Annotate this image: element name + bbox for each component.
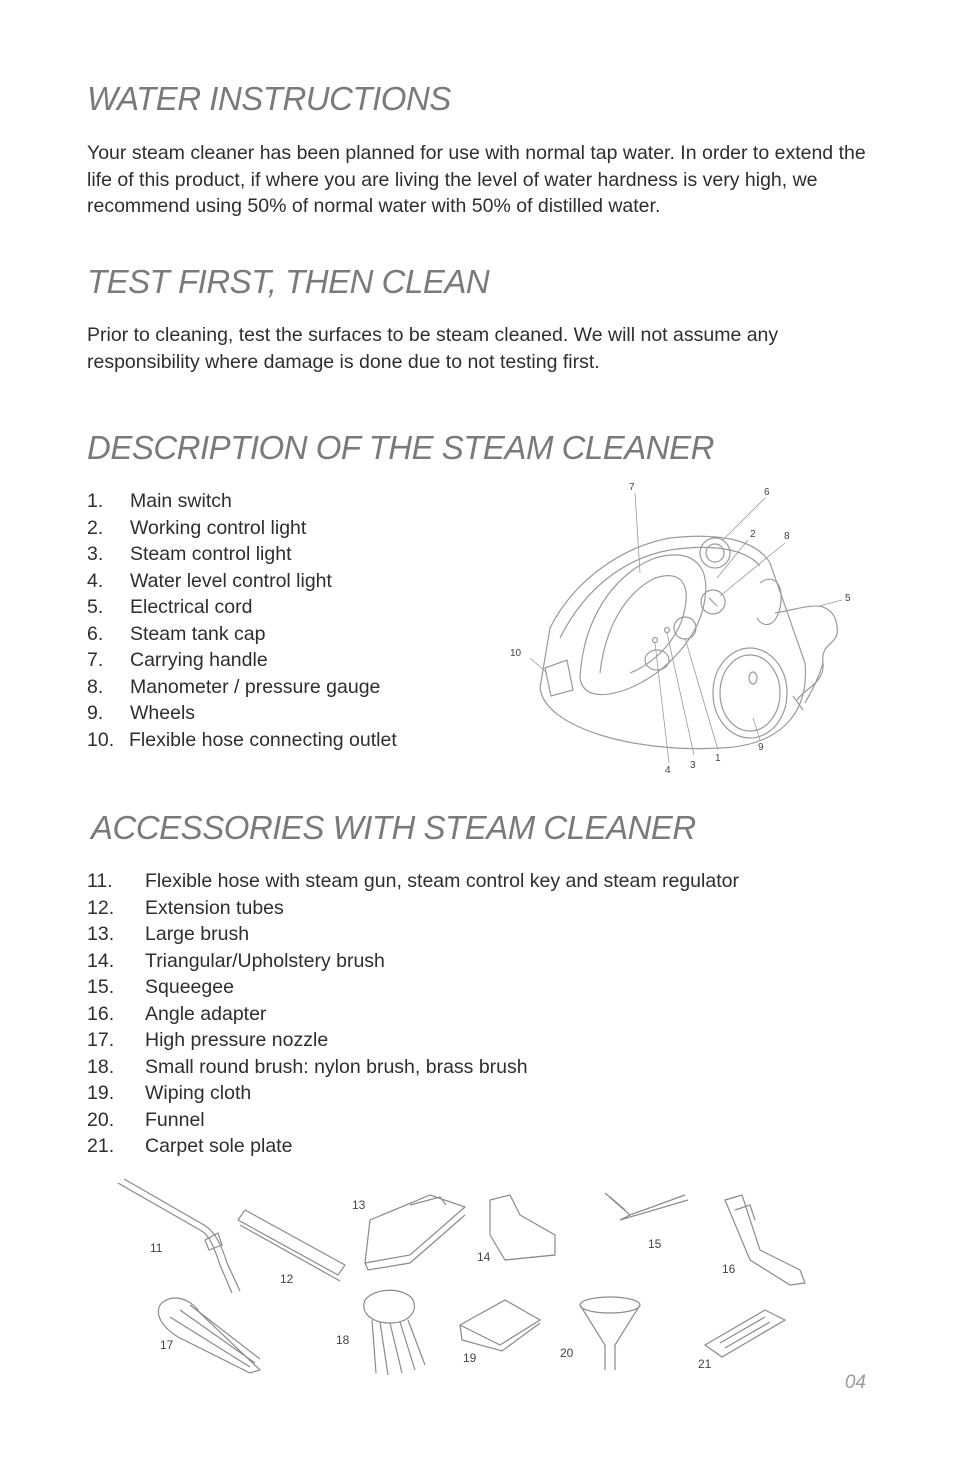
list-item: 21. Carpet sole plate [87, 1135, 293, 1157]
list-item: 14. Triangular/Upholstery brush [87, 949, 385, 972]
diagram-label: 4 [665, 765, 671, 776]
list-item: 4. Water level control light [87, 569, 332, 592]
wheel [713, 648, 787, 738]
wiping-cloth-icon [460, 1300, 540, 1345]
diagram-label: 3 [690, 760, 696, 771]
figure-label: 17 [160, 1338, 174, 1352]
figure-label: 19 [463, 1351, 477, 1365]
list-item: 9. Wheels [87, 702, 196, 724]
list-item: 12. Extension tubes [87, 896, 284, 919]
list-item: 16. Angle adapter [87, 1002, 267, 1025]
accessories-heading: ACCESSORIES WITH STEAM CLEANER [91, 809, 696, 846]
extension-tube-icon [238, 1210, 345, 1275]
list-item: 11. Flexible hose with steam gun, steam control key and steam regulator [87, 870, 739, 892]
list-item: 7. Carrying handle [87, 649, 268, 671]
list-item: 13. Large brush [87, 923, 250, 945]
squeegee-icon [605, 1193, 688, 1220]
list-item: 18. Small round brush: nylon brush, brass brush [87, 1055, 528, 1078]
diagram-label: 9 [758, 742, 764, 753]
list-item: 8. Manometer / pressure gauge [87, 675, 381, 698]
list-item: 6. Steam tank cap [87, 622, 266, 645]
figure-label: 21 [698, 1357, 712, 1371]
diagram-label: 7 [629, 482, 635, 493]
water-instructions-text: Your steam cleaner has been planned for use with normal tap water. In order to extend the life of this product, if where you are living the level of water hardness is very high, we recommend using 50% of normal water with 50% of distilled water. [87, 142, 866, 217]
figure-label: 18 [336, 1333, 350, 1347]
figure-label: 13 [352, 1198, 366, 1212]
list-item: 1. Main switch [87, 490, 232, 512]
list-item: 20. Funnel [87, 1108, 205, 1131]
upholstery-brush-icon [490, 1195, 555, 1260]
figure-label: 16 [722, 1262, 736, 1276]
diagram-label: 2 [750, 529, 756, 540]
diagram-label: 10 [510, 648, 522, 659]
angle-adapter-icon [725, 1195, 805, 1285]
list-item: 3. Steam control light [87, 543, 292, 565]
carrying-handle [580, 555, 706, 695]
list-item: 2. Working control light [87, 516, 307, 539]
steam-cleaner-diagram [505, 478, 865, 778]
list-item: 10. Flexible hose connecting outlet [87, 728, 397, 751]
nozzle-icon [158, 1298, 260, 1373]
carpet-plate-icon [705, 1310, 785, 1357]
round-brush-icon [364, 1290, 415, 1323]
list-item: 17. High pressure nozzle [87, 1029, 329, 1051]
figure-label: 11 [150, 1241, 163, 1255]
funnel-icon [580, 1297, 640, 1313]
list-item: 15. Squeegee [87, 976, 234, 998]
large-brush-icon [365, 1195, 465, 1263]
cleaner-body [540, 536, 805, 748]
test-first-text: Prior to cleaning, test the surfaces to be steam cleaned. We will not assume any responsibility where damage is done due to not testing first. [87, 324, 779, 373]
figure-label: 12 [280, 1272, 294, 1286]
accessories-list [87, 868, 867, 1160]
figure-label: 14 [477, 1250, 491, 1264]
figure-label: 20 [560, 1346, 574, 1360]
accessories-figure [110, 1175, 830, 1385]
hose-outlet [545, 660, 573, 696]
list-item: 19. Wiping cloth [87, 1082, 252, 1104]
page-number: 04 [844, 1372, 866, 1393]
water-instructions-heading: WATER INSTRUCTIONS [87, 80, 451, 117]
main-switch [674, 617, 696, 639]
diagram-label: 1 [715, 753, 721, 764]
steam-gun-icon [118, 1183, 232, 1293]
list-item: 5. Electrical cord [87, 596, 253, 618]
diagram-label: 8 [784, 531, 790, 542]
electrical-cord [775, 606, 837, 700]
steam-tank-cap [700, 538, 730, 568]
figure-label: 15 [648, 1237, 662, 1251]
diagram-label: 5 [845, 593, 851, 604]
description-list [87, 488, 507, 753]
description-heading: DESCRIPTION OF THE STEAM CLEANER [87, 429, 714, 466]
diagram-label: 6 [764, 487, 770, 498]
test-first-heading: TEST FIRST, THEN CLEAN [87, 263, 490, 300]
